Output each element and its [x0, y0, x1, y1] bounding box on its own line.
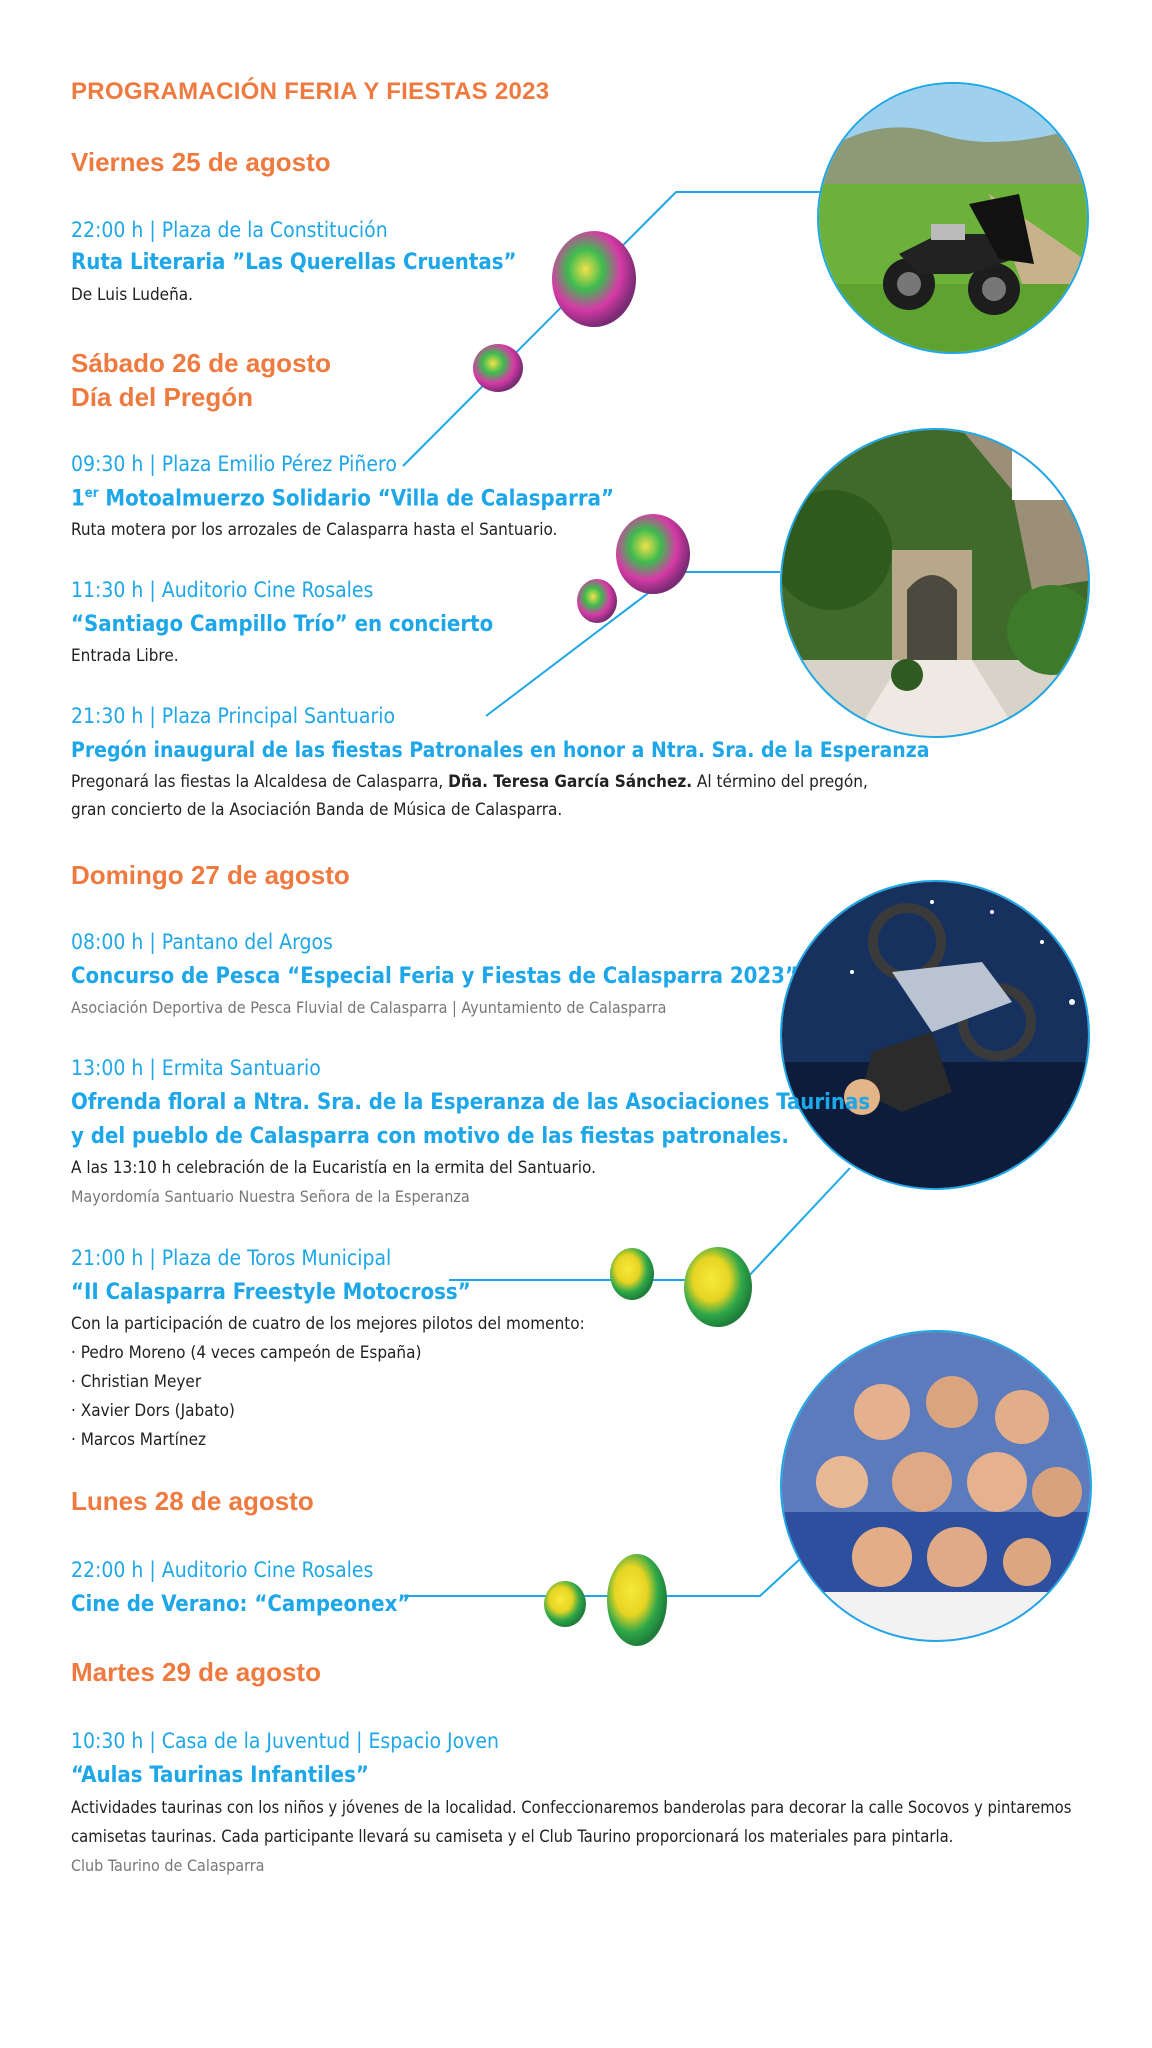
day-heading-domingo: Domingo 27 de agosto [71, 860, 350, 890]
day-heading-martes: Martes 29 de agosto [71, 1657, 321, 1687]
event-title: Ofrenda floral a Ntra. Sra. de la Esperanza de las Asociaciones Taurinas [71, 1090, 871, 1115]
event-title: 1er Motoalmuerzo Solidario “Villa de Calasparra” [71, 486, 614, 512]
page-title: PROGRAMACIÓN FERIA Y FIESTAS 2023 [71, 78, 550, 105]
sphere-3 [616, 514, 690, 594]
sphere-7 [544, 1581, 586, 1627]
day-subheading-pregon: Día del Pregón [71, 382, 254, 412]
rider-item: · Marcos Martínez [71, 1430, 207, 1450]
event-time: 11:30 h | Auditorio Cine Rosales [71, 578, 374, 602]
event-description: Entrada Libre. [71, 646, 179, 666]
event-title: Ruta Literaria ”Las Querellas Cruentas” [71, 250, 517, 275]
event-description: Actividades taurinas con los niños y jóvenes de la localidad. Confeccionaremos banderolas para decorar la calle Socovos y pintaremos [71, 1798, 1072, 1817]
photo-campeonex [780, 1330, 1092, 1642]
event-title: “Santiago Campillo Trío” en concierto [71, 612, 494, 637]
event-organizer: Mayordomía Santuario Nuestra Señora de la Esperanza [71, 1187, 470, 1206]
event-description: Pregonará las fiestas la Alcaldesa de Calasparra, Dña. Teresa García Sánchez. Al término del pregón, [71, 772, 868, 792]
photo-santuario [780, 428, 1090, 738]
sphere-2 [473, 344, 523, 392]
event-title: “II Calasparra Freestyle Motocross” [71, 1280, 471, 1305]
sphere-1 [552, 231, 636, 327]
event-description: Ruta motera por los arrozales de Calasparra hasta el Santuario. [71, 520, 558, 540]
event-description: A las 13:10 h celebración de la Eucaristía en la ermita del Santuario. [71, 1158, 596, 1178]
rider-item: · Christian Meyer [71, 1372, 202, 1392]
event-organizer: Asociación Deportiva de Pesca Fluvial de Calasparra | Ayuntamiento de Calasparra [71, 998, 667, 1017]
event-time: 13:00 h | Ermita Santuario [71, 1056, 321, 1080]
event-time: 09:30 h | Plaza Emilio Pérez Piñero [71, 452, 397, 476]
event-title: “Aulas Taurinas Infantiles” [71, 1763, 369, 1788]
event-time: 22:00 h | Plaza de la Constitución [71, 218, 388, 242]
sphere-5 [610, 1248, 654, 1300]
rider-item: · Xavier Dors (Jabato) [71, 1401, 235, 1421]
event-description: gran concierto de la Asociación Banda de Música de Calasparra. [71, 800, 563, 820]
photo-motorcycle [817, 82, 1089, 354]
day-heading-viernes: Viernes 25 de agosto [71, 147, 331, 177]
day-heading-lunes: Lunes 28 de agosto [71, 1486, 314, 1516]
event-title: Concurso de Pesca “Especial Feria y Fiestas de Calasparra 2023” [71, 964, 798, 989]
sphere-4 [577, 579, 617, 623]
event-title-line2: y del pueblo de Calasparra con motivo de las fiestas patronales. [71, 1124, 789, 1149]
rider-item: · Pedro Moreno (4 veces campeón de España) [71, 1343, 422, 1363]
event-title: Pregón inaugural de las fiestas Patronales en honor a Ntra. Sra. de la Esperanza [71, 738, 930, 762]
sphere-8 [607, 1554, 667, 1646]
event-time: 21:30 h | Plaza Principal Santuario [71, 704, 396, 728]
event-description: Con la participación de cuatro de los mejores pilotos del momento: [71, 1314, 585, 1334]
sphere-6 [684, 1247, 752, 1327]
event-organizer: Club Taurino de Calasparra [71, 1856, 265, 1875]
day-heading-sabado: Sábado 26 de agosto [71, 348, 332, 378]
event-time: 21:00 h | Plaza de Toros Municipal [71, 1246, 392, 1270]
event-time: 10:30 h | Casa de la Juventud | Espacio Joven [71, 1729, 499, 1753]
event-description: De Luis Ludeña. [71, 285, 193, 305]
event-time: 22:00 h | Auditorio Cine Rosales [71, 1558, 374, 1582]
event-time: 08:00 h | Pantano del Argos [71, 930, 333, 954]
event-title: Cine de Verano: “Campeonex” [71, 1592, 411, 1617]
photo-motocross [780, 880, 1090, 1190]
event-description: camisetas taurinas. Cada participante llevará su camiseta y el Club Taurino proporcionará los materiales para pintarla. [71, 1827, 954, 1846]
